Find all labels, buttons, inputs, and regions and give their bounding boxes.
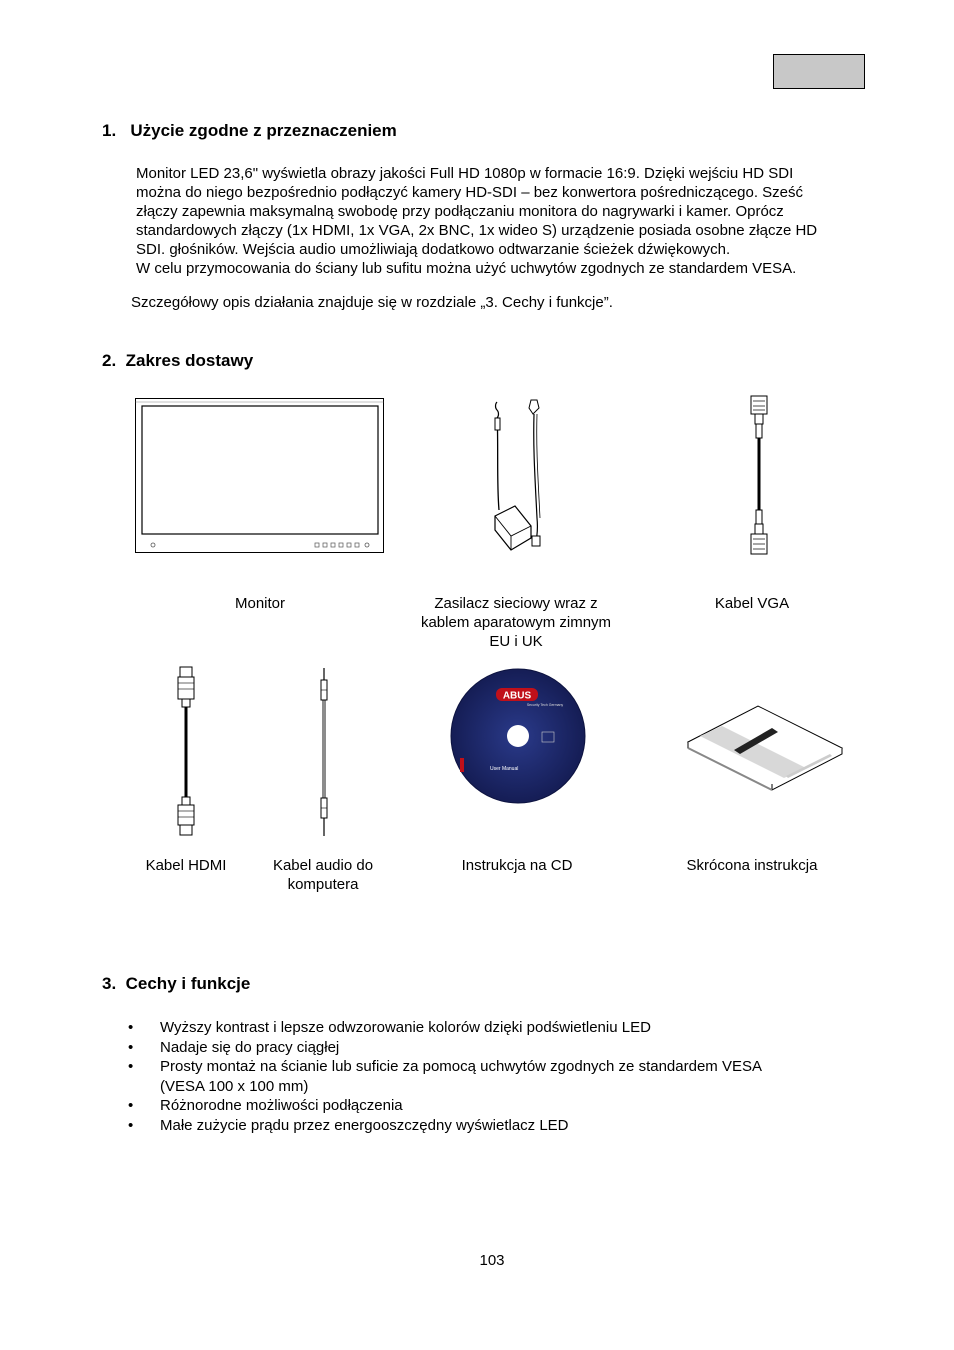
section-2-heading: 2. Zakres dostawy [102, 351, 254, 370]
feature-line: (VESA 100 x 100 mm) [160, 1077, 309, 1095]
section-1-heading: 1. Użycie zgodne z przeznaczeniem [102, 121, 397, 140]
list-item [128, 1057, 762, 1096]
caption-line: Skrócona instrukcja [686, 857, 818, 874]
section-1-paragraph [136, 164, 876, 278]
caption-hdmi-cable [126, 856, 246, 875]
bullet-icon: • [128, 1038, 134, 1056]
bullet-icon: • [128, 1097, 134, 1114]
caption-line: Kabel VGA [714, 595, 790, 612]
caption-line: kablem aparatowym zimnym [420, 614, 612, 631]
caption-power-supply [406, 594, 626, 651]
quick-guide-illustration [686, 704, 844, 790]
list-item [128, 1038, 762, 1058]
caption-line: komputera [287, 876, 359, 893]
feature-line: Wyższy kontrast i lepsze odwzorowanie kolorów dzięki podświetleniu LED [160, 1019, 651, 1036]
feature-list [128, 1018, 762, 1135]
paragraph-line: Monitor LED 23,6" wyświetla obrazy jakości Full HD 1080p w formacie 16:9. Dzięki wejściu HD SDI [136, 165, 794, 182]
paragraph-line: SDI. głośników. Wejścia audio umożliwiają dodatkowo odtwarzanie ścieżek dźwiękowych. [136, 241, 731, 258]
hdmi-cable-illustration [174, 667, 198, 837]
feature-line: Prosty montaż na ścianie lub suficie za pomocą uchwytów zgodnych ze standardem VESA [160, 1058, 762, 1075]
feature-line: Nadaje się do pracy ciągłej [160, 1038, 340, 1056]
paragraph-line: złączy zapewnia maksymalną swobodę przy podłączaniu monitora do nagrywarki i kamer. Oprócz [136, 203, 784, 220]
audio-cable-illustration [314, 668, 334, 838]
caption-cd-manual [437, 856, 597, 875]
page-number: 103 [479, 1252, 505, 1269]
section-3-heading: 3. Cechy i funkcje [102, 974, 251, 993]
cd-illustration [450, 668, 586, 804]
paragraph-line: W celu przymocowania do ściany lub sufitu można użyć uchwytów zgodnych ze standardem VESA. [136, 260, 797, 277]
caption-line: Kabel audio do [272, 857, 374, 874]
caption-audio-cable [253, 856, 393, 894]
vga-cable-illustration [744, 396, 774, 556]
cd-logo-sub: Security Tech Germany [526, 703, 564, 707]
cd-logo-text: ABUS [502, 690, 532, 702]
caption-line: Zasilacz sieciowy wraz z [434, 595, 598, 612]
language-tab-box [773, 54, 865, 89]
caption-line: Kabel HDMI [145, 857, 227, 874]
bullet-icon: • [128, 1116, 134, 1134]
feature-line: Różnorodne możliwości podłączenia [160, 1097, 403, 1114]
paragraph-line: standardowych złączy (1x HDMI, 1x VGA, 2x BNC, 1x wideo S) urządzenie posiada osobne złącze HD [136, 222, 818, 239]
caption-line: Monitor [234, 595, 286, 612]
list-item [128, 1096, 762, 1116]
caption-vga-cable [692, 594, 812, 613]
caption-quick-guide [672, 856, 832, 875]
feature-line: Małe zużycie prądu przez energooszczędny wyświetlacz LED [160, 1116, 569, 1134]
caption-line: Instrukcja na CD [461, 857, 573, 874]
list-item [128, 1116, 762, 1136]
cd-title: User Manual [490, 766, 519, 772]
caption-line: EU i UK [489, 633, 543, 650]
bullet-icon: • [128, 1019, 134, 1036]
bullet-icon: • [128, 1058, 134, 1075]
monitor-illustration [135, 398, 385, 554]
power-supply-illustration [485, 398, 555, 553]
list-item [128, 1018, 762, 1038]
section-1-note: Szczegółowy opis działania znajduje się w rozdziale „3. Cechy i funkcje”. [131, 294, 613, 311]
caption-monitor [200, 594, 320, 613]
paragraph-line: można do niego bezpośrednio podłączyć kamery HD-SDI – bez konwertora pośredniczącego. Sześć [136, 184, 804, 201]
